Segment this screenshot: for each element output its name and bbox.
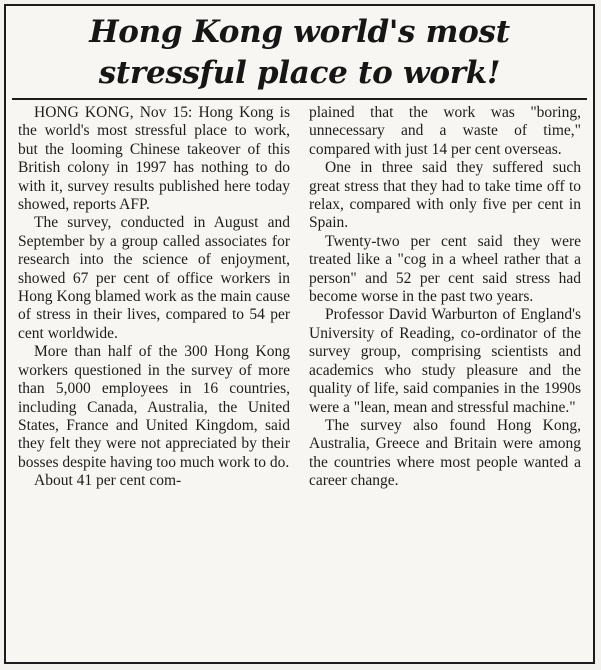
headline <box>14 12 585 94</box>
paragraph-workers: More than half of the 300 Hong Kong workers questioned in the survey of more than 5,000 employees in 16 countries, including Canada, Australia, the United States, France and United Kingdom, said they felt they were not appreciated by their bosses despite having too much work to do. <box>18 343 290 471</box>
paragraph-complained-end: plained that the work was "boring, unnecessary and a waste of time," compared with just 14 per cent overseas. <box>309 104 581 158</box>
paragraph-time-off: One in three said they suffered such great stress that they had to take time off to relax, compared with only five per cent in Spain. <box>309 159 581 232</box>
newspaper-clipping <box>4 4 595 664</box>
left-column <box>18 104 290 491</box>
paragraph-complained-start: About 41 per cent com- <box>34 472 182 490</box>
headline-line-2: stressful place to work! <box>98 55 501 91</box>
paragraph-professor: Professor David Warburton of England's University of Reading, co-ordinator of the survey group, comprising scientists and academics who study pleasure and the quality of life, said companies in the 1990s were a "lean, mean and stressful machine." <box>309 306 581 416</box>
paragraph-survey: The survey, conducted in August and September by a group called associates for research into the science of enjoyment, showed 67 per cent of office workers in Hong Kong blamed work as the main cause of stress in their lives, compared to 54 per cent worldwide. <box>18 214 290 342</box>
paragraph-dateline: HONG KONG, Nov 15: Hong Kong is the world's most stressful place to work, but the looming Chinese takeover of this British colony in 1997 has nothing to do with it, survey results published here today showed, reports AFP. <box>18 104 290 214</box>
right-column <box>309 104 581 491</box>
paragraph-cog: Twenty-two per cent said they were treated like a "cog in a wheel rather that a person" and 52 per cent said stress had become worse in the past two years. <box>309 232 581 306</box>
headline-line-1: Hong Kong world's most <box>89 14 510 50</box>
article-body <box>6 100 593 491</box>
paragraph-career-change: The survey also found Hong Kong, Australia, Greece and Britain were among the countries where most people wanted a career change. <box>309 416 581 490</box>
